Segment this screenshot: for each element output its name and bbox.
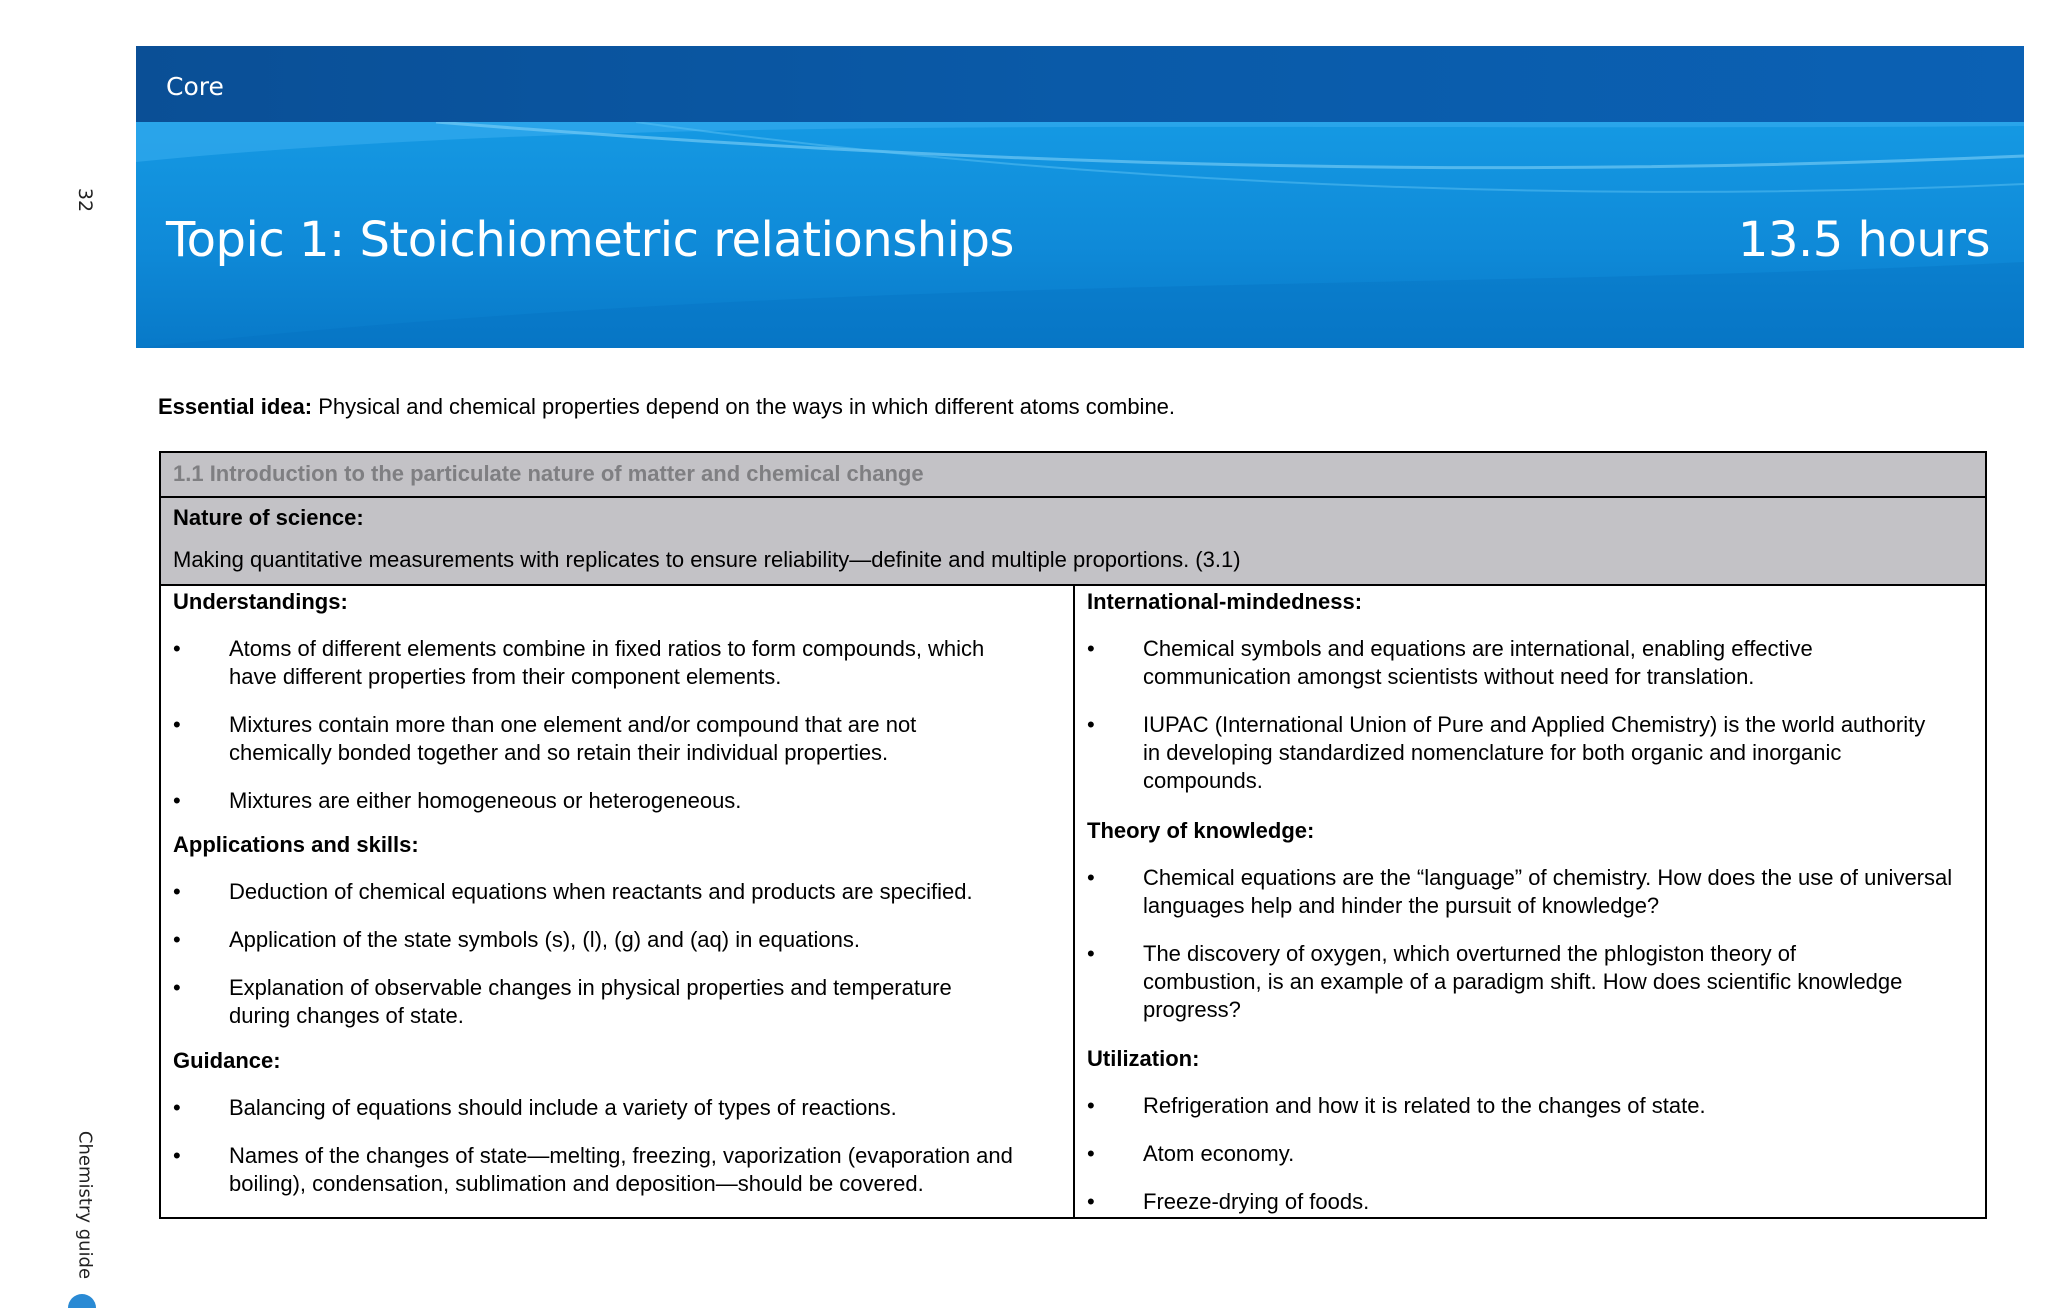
- core-banner: [136, 46, 2024, 122]
- bullet-icon: •: [173, 927, 181, 952]
- syllabus-table: [159, 451, 1987, 1219]
- bullet-icon: •: [173, 636, 181, 661]
- nature-of-science-heading: Nature of science:: [173, 505, 364, 530]
- section-title: 1.1 Introduction to the particulate nature of matter and chemical change: [173, 461, 924, 486]
- nature-of-science-row: [161, 498, 1985, 586]
- applications-heading: Applications and skills:: [173, 832, 419, 857]
- utilization-heading: Utilization:: [1087, 1046, 1200, 1071]
- core-label: Core: [166, 72, 224, 101]
- bullet-icon: •: [173, 712, 181, 737]
- right-column: International-mindedness: • Chemical symbols and equations are international, enabling effective communication amongst scientists without need for translation. • IUPAC (International Union of Pure and Applied Chemistry) is the world authority in developing standardized nomenclature for both organic and inorganic compounds. Theory of knowledge: • Chemical equations are the “language” of chemistry. How does the use of universal languages help and hinder the pursuit of knowledge? • The discovery of oxygen, which overturned the phlogiston theory of combustion, is an example of a paradigm shift. How does scientific knowledge progress? Utilization: • Refrigeration and how it is related to the changes of state. • Atom economy. • Freeze-drying of foods.: [1087, 589, 1953, 1214]
- bullet-icon: •: [1087, 865, 1095, 890]
- left-column: Understandings: • Atoms of different elements combine in fixed ratios to form compounds, which have different properties from their component elements. • Mixtures contain more than one element and/or compound that are not chemically bonded together and so retain their individual properties. • Mixtures are either homogeneous or heterogeneous. Applications and skills: • Deduction of chemical equations when reactants and products are specified. • Application of the state symbols (s), (l), (g) and (aq) in equations. • Explanation of observable changes in physical properties and temperature during changes of state. Guidance: • Balancing of equations should include a variety of types of reactions. • Names of the changes of state—melting, freezing, vaporization (evaporation and boiling), condensation, sublimation and deposition—should be covered.: [161, 586, 1075, 1219]
- topic-title: Topic 1: Stoichiometric relationships: [166, 212, 1014, 268]
- essential-idea: [158, 394, 1175, 420]
- bullet-icon: •: [173, 975, 181, 1000]
- bullet-icon: •: [1087, 636, 1095, 661]
- bullet-icon: •: [1087, 1189, 1095, 1214]
- bullet-icon: •: [1087, 941, 1095, 966]
- bullet-icon: •: [173, 879, 181, 904]
- section-header: [161, 453, 1985, 498]
- page-number: 32: [74, 187, 96, 213]
- theory-of-knowledge-heading: Theory of knowledge:: [1087, 818, 1315, 843]
- guidance-heading: Guidance:: [173, 1048, 281, 1073]
- bullet-icon: •: [173, 788, 181, 813]
- guide-label: Chemistry guide: [74, 1130, 96, 1280]
- topic-banner: [136, 122, 2024, 348]
- bullet-icon: •: [1087, 1141, 1095, 1166]
- bullet-icon: •: [173, 1143, 181, 1168]
- bullet-icon: •: [1087, 1093, 1095, 1118]
- understandings-heading: Understandings:: [173, 589, 348, 614]
- topic-hours: 13.5 hours: [1737, 212, 1990, 268]
- international-mindedness-heading: International-mindedness:: [1087, 589, 1363, 614]
- bullet-icon: •: [173, 1095, 181, 1120]
- bullet-icon: •: [1087, 712, 1095, 737]
- nature-of-science-text: Making quantitative measurements with replicates to ensure reliability—definite and multiple proportions. (3.1): [173, 547, 1241, 572]
- essential-idea-text: Physical and chemical properties depend on the ways in which different atoms combine.: [312, 394, 1176, 419]
- corner-logo-mark: [68, 1294, 96, 1308]
- essential-idea-label: Essential idea:: [158, 394, 313, 419]
